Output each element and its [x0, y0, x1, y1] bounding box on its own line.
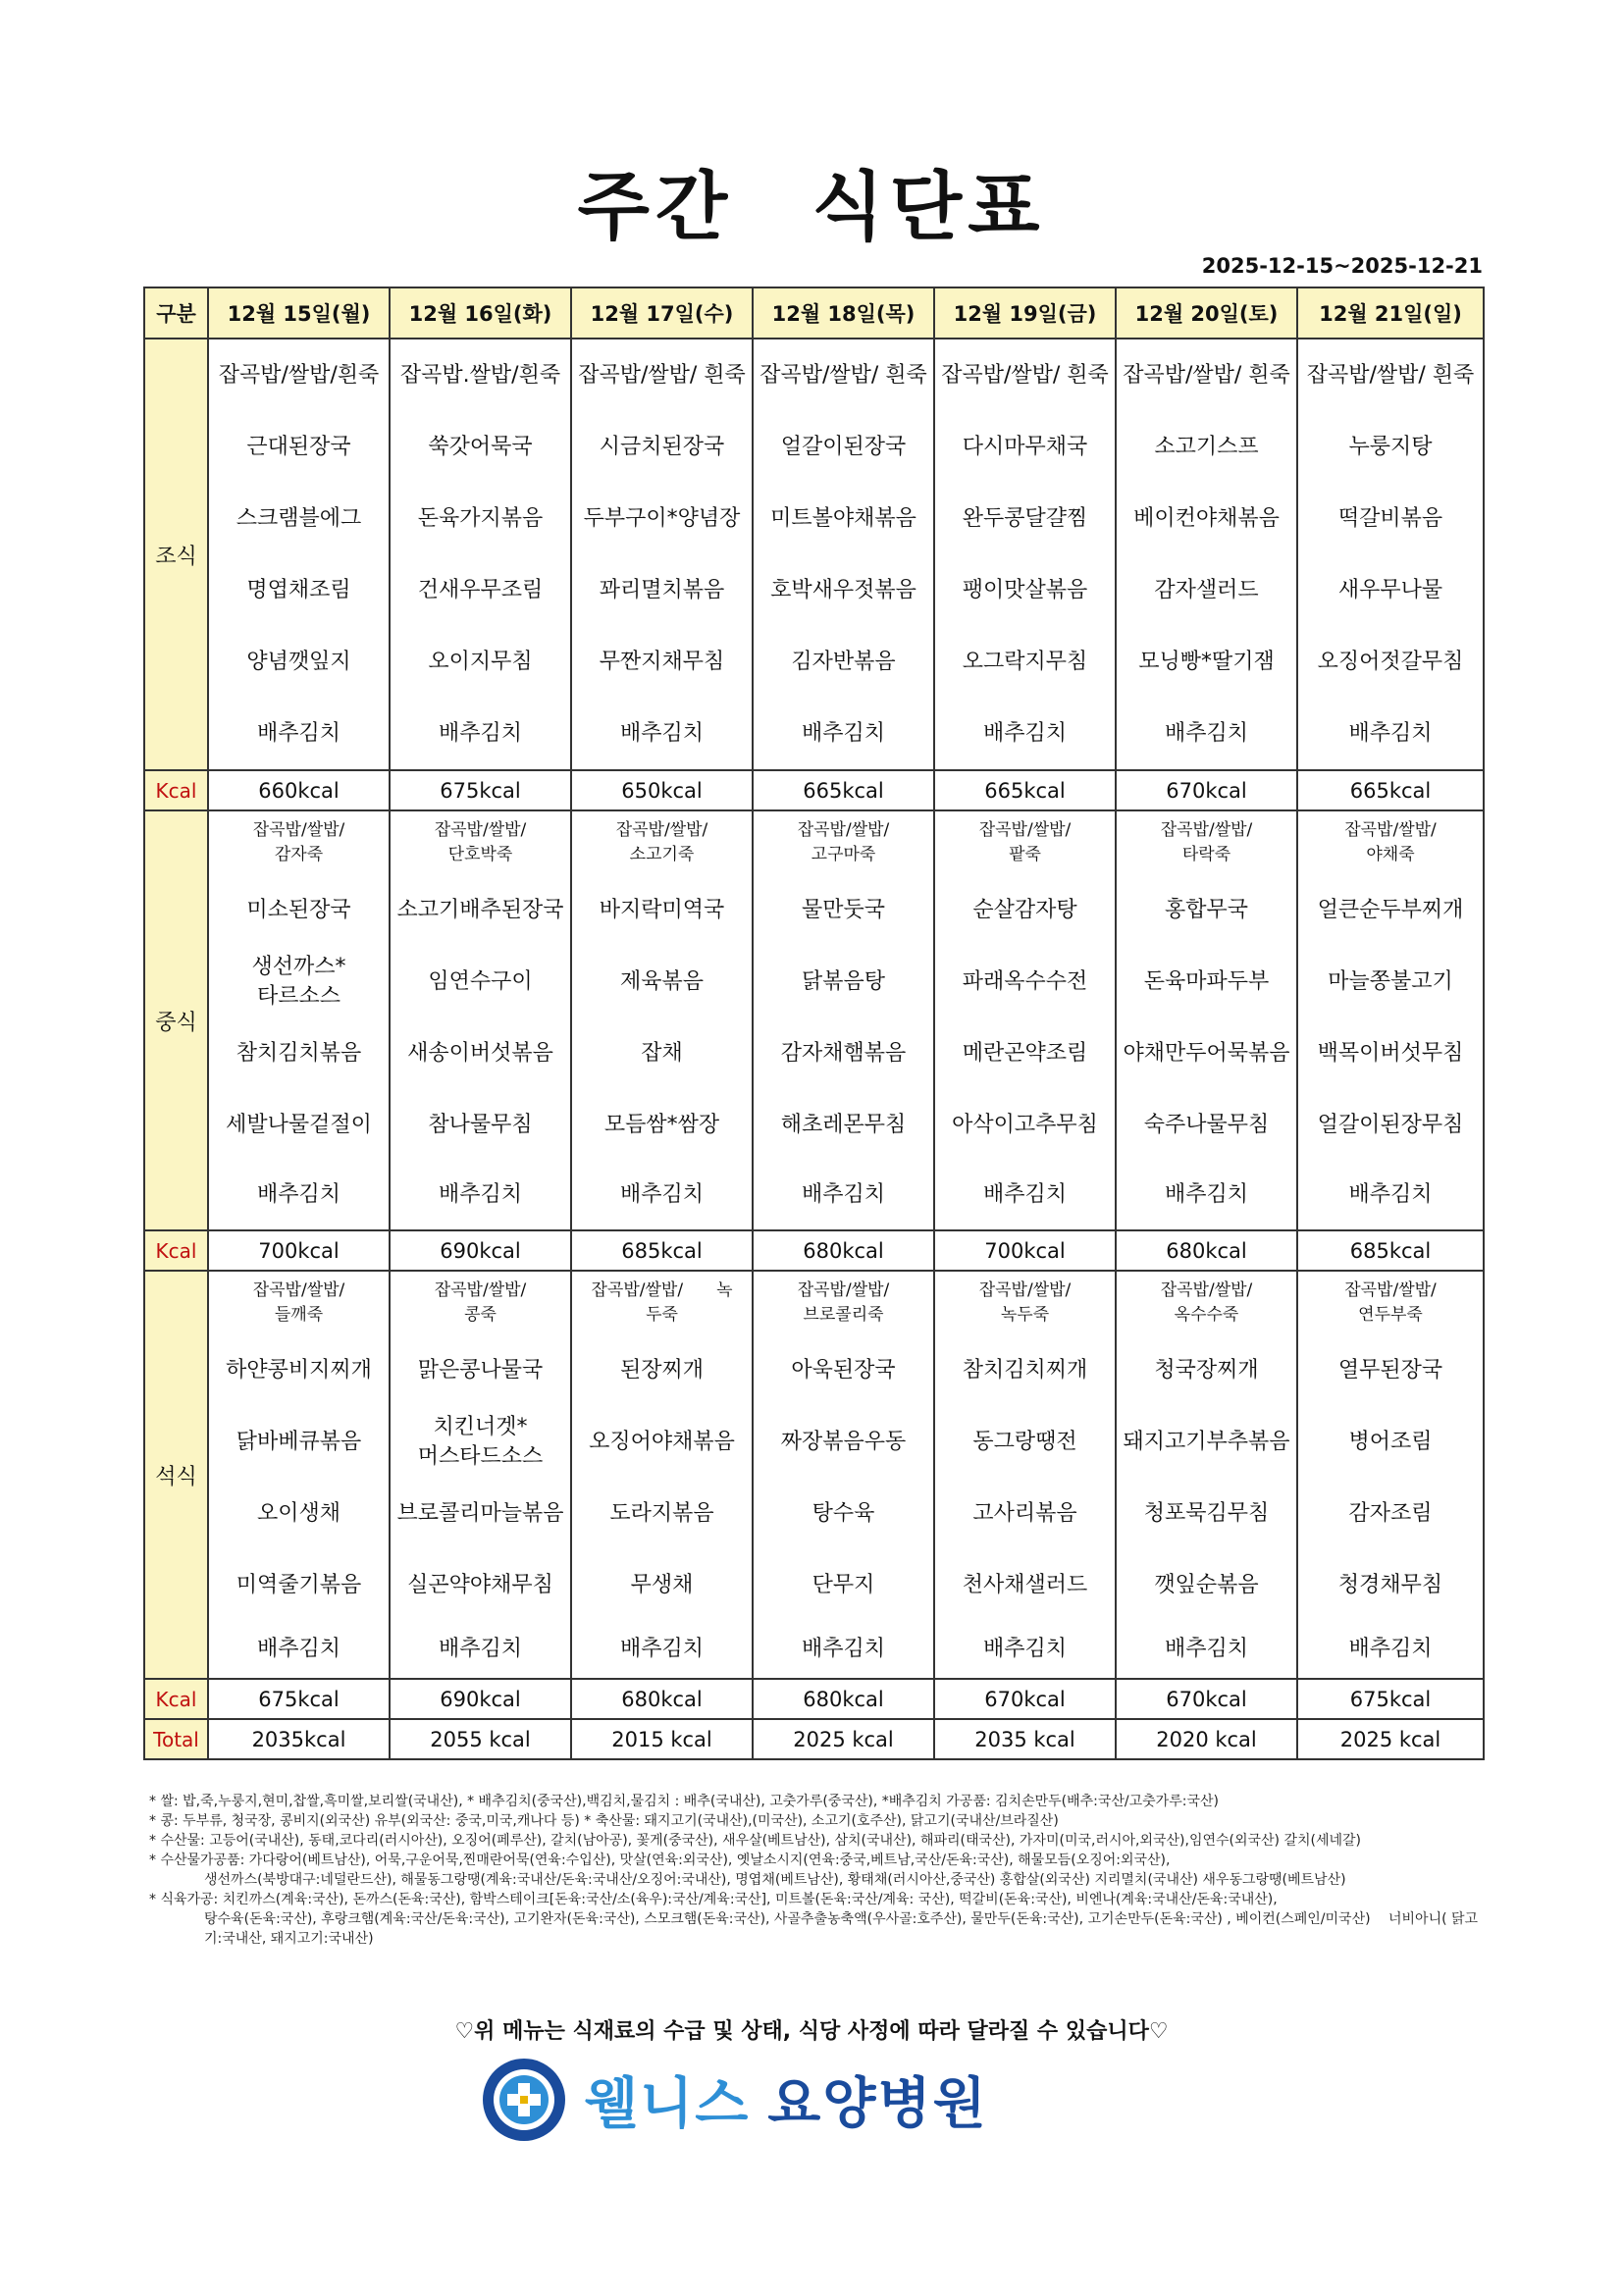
breakfast-dish: 다시마무채국 [962, 434, 1088, 459]
dinner_kcal-value: 670kcal [1116, 1679, 1297, 1719]
lunch-cell [1116, 810, 1297, 1230]
dinner-dish: 열무된장국 [1337, 1357, 1443, 1383]
breakfast-dish: 떡갈비볶음 [1337, 505, 1443, 531]
day-header: 12월 16일(화) [390, 287, 571, 339]
kcal-label: Kcal [144, 1230, 208, 1271]
dinner-dish [391, 1272, 570, 1334]
page-title [0, 147, 1623, 254]
lunch_kcal-value: 680kcal [1116, 1230, 1297, 1271]
lunch-dish: 배추김치 [982, 1182, 1067, 1207]
lunch-dish: 메란곤약조림 [962, 1040, 1088, 1066]
lunch_kcal-value: 700kcal [208, 1230, 390, 1271]
dinner-dish: 아욱된장국 [791, 1357, 896, 1383]
lunch-dish [1298, 811, 1483, 874]
dinner-dish: 배추김치 [982, 1637, 1067, 1661]
dinner-row [144, 1271, 1484, 1679]
dinner-dish: 단무지 [812, 1572, 875, 1597]
dinner-cell [753, 1271, 934, 1679]
lunch-dish-text: 잡곡밥/쌀밥/ 팥죽 [978, 820, 1072, 864]
lunch-cell [1297, 810, 1484, 1230]
dinner-dish: 배추김치 [1164, 1637, 1248, 1661]
hospital-emblem-icon [481, 2057, 567, 2143]
breakfast-cell [571, 339, 753, 770]
breakfast-dish: 시금치된장국 [599, 434, 725, 459]
breakfast-dish: 누룽지탕 [1348, 434, 1433, 459]
breakfast-dish: 배추김치 [256, 720, 340, 746]
breakfast_kcal-value: 665kcal [1297, 770, 1484, 810]
lunch-dish [1117, 811, 1296, 874]
total_kcal-value: 2025 kcal [753, 1719, 934, 1759]
lunch-dish: 파래옥수수전 [962, 968, 1088, 994]
lunch-dish: 참나물무침 [428, 1112, 533, 1137]
note-line: * 쌀: 밥,죽,누룽지,현미,찹쌀,흑미쌀,보리쌀(국내산), * 배추김치(중국산),백김치,물김치 : 배추(국내산), 고춧가루(중국산), *배추김치 가공품: 김치손만두(배추:국산/고춧가루:국산) [149, 1794, 1219, 1809]
lunch-dish: 해초레몬무침 [780, 1112, 907, 1137]
breakfast-dish: 감자샐러드 [1154, 577, 1259, 602]
dinner_kcal-value: 675kcal [208, 1679, 390, 1719]
lunch-dish [935, 811, 1115, 874]
lunch-dish [209, 811, 389, 874]
dinner-dish: 탕수육 [812, 1500, 875, 1526]
breakfast-dish: 베이컨야채볶음 [1133, 505, 1280, 531]
dinner-cell [390, 1271, 571, 1679]
lunch-dish: 얼갈이된장무침 [1317, 1112, 1464, 1137]
lunch-dish: 얼큰순두부찌개 [1317, 897, 1464, 922]
note-line: 탕수육(돈육:국산), 후랑크햄(계육:국산/돈육:국산), 고기완자(돈육:국산), 스모크햄(돈육:국산), 사골추출농축액(우사골:호주산), 물만두(돈육:국산), 고기손만두(돈육:국산) , 베이컨(스페인/미국산) 너비아니( 닭고기:국내산, 돼지고기:국내산) [204, 1911, 1479, 1947]
note-line: * 수산물가공품: 가다랑어(베트남산), 어묵,구운어묵,찐매란어묵(연육:수입산), 맛살(연육:외국산), 옛날소시지(연육:중국,베트남,국산/돈육:국산), 해물모듬(오징어:외국산), [149, 1852, 1171, 1868]
dinner-dish: 하얀콩비지찌개 [226, 1357, 372, 1383]
dinner-kcal-row [144, 1679, 1484, 1719]
lunch-cell [390, 810, 571, 1230]
lunch-dish: 모듬쌈*쌈장 [603, 1112, 720, 1137]
date-range: 2025-12-15~2025-12-21 [1201, 254, 1483, 278]
dinner-dish: 닭바베큐볶음 [236, 1429, 362, 1454]
dinner-dish-text: 잡곡밥/쌀밥/ 들깨죽 [252, 1280, 345, 1325]
logo-name-a: 웰니스 [585, 2072, 751, 2136]
breakfast-cell [753, 339, 934, 770]
lunch-cell [934, 810, 1116, 1230]
kcal-label: Kcal [144, 1679, 208, 1719]
header-row [144, 287, 1484, 339]
day-header: 12월 18일(목) [753, 287, 934, 339]
lunch-label: 중식 [144, 810, 208, 1230]
total_kcal-value: 2015 kcal [571, 1719, 753, 1759]
lunch-dish: 배추김치 [256, 1182, 340, 1207]
dinner-dish [935, 1272, 1115, 1334]
dinner-dish: 청포묵김무침 [1143, 1500, 1270, 1526]
dinner-dish: 배추김치 [438, 1637, 522, 1661]
dinner-dish: 무생채 [630, 1572, 694, 1597]
lunch-cell [753, 810, 934, 1230]
dinner-dish: 오이생채 [256, 1500, 340, 1526]
dinner-dish: 배추김치 [801, 1637, 885, 1661]
ingredient-origin-notes [149, 1792, 1484, 1949]
dinner_kcal-value: 670kcal [934, 1679, 1116, 1719]
breakfast-dish: 새우무나물 [1337, 577, 1443, 602]
breakfast-dish: 김자반볶음 [791, 649, 896, 674]
breakfast-dish: 잡곡밥/쌀밥/ 흰죽 [1123, 362, 1290, 388]
dinner-dish: 도라지볶음 [609, 1500, 714, 1526]
dinner-dish [391, 1406, 570, 1478]
dinner-dish: 고사리볶음 [972, 1500, 1077, 1526]
dinner-dish: 배추김치 [619, 1637, 704, 1661]
dinner-dish: 배추김치 [1348, 1637, 1433, 1661]
lunch-dish: 닭볶음탕 [801, 968, 885, 994]
lunch-dish [572, 811, 752, 874]
dinner-dish-text: 치킨너겟* 머스타드소스 [417, 1414, 544, 1469]
dinner-dish: 병어조림 [1348, 1429, 1433, 1454]
dinner-dish: 실곤약야채무침 [407, 1572, 553, 1597]
logo-name-b: 요양병원 [767, 2072, 988, 2136]
lunch-dish-text: 잡곡밥/쌀밥/ 소고기죽 [615, 820, 708, 864]
lunch-dish-text: 잡곡밥/쌀밥/ 고구마죽 [797, 820, 890, 864]
lunch-row [144, 810, 1484, 1230]
dinner-dish [572, 1272, 752, 1334]
breakfast-cell [390, 339, 571, 770]
lunch-dish: 배추김치 [619, 1182, 704, 1207]
dinner-dish: 청경채무침 [1337, 1572, 1443, 1597]
lunch-dish: 배추김치 [1348, 1182, 1433, 1207]
breakfast-dish: 배추김치 [438, 720, 522, 746]
dinner_kcal-value: 680kcal [753, 1679, 934, 1719]
title-word-1: 주간 [577, 163, 734, 250]
lunch-dish: 참치김치볶음 [236, 1040, 362, 1066]
breakfast-dish: 명엽채조림 [246, 577, 351, 602]
dinner-dish-text: 잡곡밥/쌀밥/ 콩죽 [434, 1280, 527, 1325]
breakfast-dish: 잡곡밥.쌀밥/흰죽 [399, 362, 561, 388]
lunch-dish: 잡채 [641, 1040, 683, 1066]
lunch-dish: 돈육마파두부 [1143, 968, 1270, 994]
weekly-menu-table [143, 287, 1485, 1760]
dinner-dish: 배추김치 [256, 1637, 340, 1661]
total_kcal-value: 2020 kcal [1116, 1719, 1297, 1759]
lunch-dish: 임연수구이 [428, 968, 533, 994]
footer-note: ♡위 메뉴는 식재료의 수급 및 상태, 식당 사정에 따라 달라질 수 있습니다♡ [454, 2019, 1169, 2044]
day-header: 12월 17일(수) [571, 287, 753, 339]
breakfast-dish: 근대된장국 [246, 434, 351, 459]
dinner_kcal-value: 680kcal [571, 1679, 753, 1719]
dinner_kcal-value: 675kcal [1297, 1679, 1484, 1719]
lunch-dish: 야채만두어묵볶음 [1123, 1040, 1290, 1066]
lunch-cell [208, 810, 390, 1230]
note-line: * 콩: 두부류, 청국장, 콩비지(외국산) 유부(외국산: 중국,미국,캐나다 등) * 축산물: 돼지고기(국내산),(미국산), 소고기(호주산), 닭고기(국내산/브라질산) [149, 1813, 1059, 1829]
breakfast-dish: 잡곡밥/쌀밥/흰죽 [218, 362, 380, 388]
breakfast-dish: 꽈리멸치볶음 [599, 577, 725, 602]
dinner-dish: 천사채샐러드 [962, 1572, 1088, 1597]
total-row [144, 1719, 1484, 1759]
lunch-dish: 배추김치 [801, 1182, 885, 1207]
total_kcal-value: 2025 kcal [1297, 1719, 1484, 1759]
breakfast-kcal-row [144, 770, 1484, 810]
lunch_kcal-value: 680kcal [753, 1230, 934, 1271]
dinner-dish-text: 잡곡밥/쌀밥/ 옥수수죽 [1160, 1280, 1253, 1325]
lunch-dish: 미소된장국 [246, 897, 351, 922]
lunch-dish: 제육볶음 [619, 968, 704, 994]
dinner-dish: 깻잎순볶음 [1154, 1572, 1259, 1597]
note-line: 생선까스(북방대구:네덜란드산), 해물동그랑땡(계육:국내산/돈육:국내산/오징어:국내산), 명엽채(베트남산), 황태채(러시아산,중국산) 홍합살(외국산) 지리멸치(국내산) 새우동그랑땡(베트남산) [204, 1872, 1346, 1888]
breakfast-dish: 오이지무침 [428, 649, 533, 674]
breakfast-dish: 배추김치 [982, 720, 1067, 746]
total_kcal-value: 2035kcal [208, 1719, 390, 1759]
breakfast-dish: 배추김치 [619, 720, 704, 746]
breakfast-row [144, 339, 1484, 770]
dinner-dish-text: 잡곡밥/쌀밥/ 연두부죽 [1344, 1280, 1437, 1325]
dinner-dish-text: 잡곡밥/쌀밥/ 브로콜리죽 [797, 1280, 890, 1325]
breakfast-cell [1297, 339, 1484, 770]
total-label: Total [144, 1719, 208, 1759]
dinner-cell [571, 1271, 753, 1679]
lunch-dish-text: 잡곡밥/쌀밥/ 감자죽 [252, 820, 345, 864]
lunch-dish: 바지락미역국 [599, 897, 725, 922]
breakfast-dish: 무짠지채무침 [599, 649, 725, 674]
day-header: 12월 15일(월) [208, 287, 390, 339]
breakfast-dish: 팽이맛살볶음 [962, 577, 1088, 602]
lunch-dish-text: 잡곡밥/쌀밥/ 야채죽 [1344, 820, 1437, 864]
breakfast-dish: 건새우무조림 [417, 577, 544, 602]
breakfast_kcal-value: 665kcal [934, 770, 1116, 810]
breakfast_kcal-value: 660kcal [208, 770, 390, 810]
lunch_kcal-value: 690kcal [390, 1230, 571, 1271]
dinner-cell [208, 1271, 390, 1679]
breakfast-dish: 오징어젓갈무침 [1317, 649, 1464, 674]
breakfast-cell [934, 339, 1116, 770]
dinner-dish [209, 1272, 389, 1334]
dinner-dish: 동그랑땡전 [972, 1429, 1077, 1454]
breakfast-dish: 잡곡밥/쌀밥/ 흰죽 [941, 362, 1109, 388]
lunch-dish-text: 잡곡밥/쌀밥/ 단호박죽 [434, 820, 527, 864]
breakfast-dish: 돈육가지볶음 [417, 505, 544, 531]
lunch-dish: 배추김치 [1164, 1182, 1248, 1207]
lunch-dish: 순살감자탕 [972, 897, 1077, 922]
dinner-cell [1116, 1271, 1297, 1679]
category-header: 구분 [144, 287, 208, 339]
dinner-dish [1117, 1272, 1296, 1334]
breakfast-dish: 모닝빵*딸기잼 [1138, 649, 1275, 674]
lunch-cell [571, 810, 753, 1230]
dinner-dish: 맑은콩나물국 [417, 1357, 544, 1383]
lunch_kcal-value: 700kcal [934, 1230, 1116, 1271]
title-word-2: 식단표 [812, 163, 1046, 250]
lunch_kcal-value: 685kcal [1297, 1230, 1484, 1271]
lunch-dish: 새송이버섯볶음 [407, 1040, 553, 1066]
lunch-dish-text: 생선까스* 타르소스 [251, 954, 346, 1009]
dinner-dish: 미역줄기볶음 [236, 1572, 362, 1597]
breakfast-dish: 두부구이*양념장 [583, 505, 741, 531]
breakfast-dish: 배추김치 [801, 720, 885, 746]
dinner-dish: 청국장찌개 [1154, 1357, 1259, 1383]
dinner-dish: 참치김치찌개 [962, 1357, 1088, 1383]
day-header: 12월 20일(토) [1116, 287, 1297, 339]
lunch-dish [209, 946, 389, 1018]
breakfast-cell [208, 339, 390, 770]
breakfast-dish: 잡곡밥/쌀밥/ 흰죽 [578, 362, 746, 388]
dinner-dish-text: 잡곡밥/쌀밥/ 녹 두죽 [591, 1280, 733, 1325]
lunch-dish: 마늘쫑불고기 [1328, 968, 1453, 994]
day-header: 12월 21일(일) [1297, 287, 1484, 339]
dinner-cell [934, 1271, 1116, 1679]
lunch-dish: 홍합무국 [1164, 897, 1248, 922]
dinner-dish: 된장찌개 [619, 1357, 704, 1383]
note-line: * 수산물: 고등어(국내산), 동태,코다리(러시아산), 오징어(페루산), 갈치(남아공), 꽃게(중국산), 새우살(베트남산), 삼치(국내산), 해파리(태국산), 가자미(미국,러시아,외국산),임연수(외국산) 갈치(세네갈) [149, 1833, 1362, 1849]
breakfast-dish: 잡곡밥/쌀밥/ 흰죽 [1306, 362, 1475, 388]
breakfast-dish: 잡곡밥/쌀밥/ 흰죽 [759, 362, 927, 388]
lunch-dish: 세발나물겉절이 [226, 1112, 372, 1137]
lunch-dish: 숙주나물무침 [1143, 1112, 1270, 1137]
lunch-dish [391, 811, 570, 874]
breakfast_kcal-value: 670kcal [1116, 770, 1297, 810]
breakfast-dish: 소고기스프 [1154, 434, 1259, 459]
dinner-dish: 감자조림 [1348, 1500, 1433, 1526]
lunch_kcal-value: 685kcal [571, 1230, 753, 1271]
breakfast-dish: 배추김치 [1164, 720, 1248, 746]
breakfast_kcal-value: 665kcal [753, 770, 934, 810]
dinner-dish: 돼지고기부추볶음 [1123, 1429, 1290, 1454]
breakfast-dish: 호박새우젓볶음 [770, 577, 916, 602]
lunch-dish: 소고기배추된장국 [396, 897, 564, 922]
dinner_kcal-value: 690kcal [390, 1679, 571, 1719]
breakfast-dish: 미트볼야채볶음 [770, 505, 916, 531]
breakfast-cell [1116, 339, 1297, 770]
breakfast_kcal-value: 650kcal [571, 770, 753, 810]
lunch-kcal-row [144, 1230, 1484, 1271]
lunch-dish [754, 811, 933, 874]
breakfast-dish: 양념깻잎지 [246, 649, 351, 674]
total_kcal-value: 2055 kcal [390, 1719, 571, 1759]
breakfast_kcal-value: 675kcal [390, 770, 571, 810]
day-header: 12월 19일(금) [934, 287, 1116, 339]
dinner-dish [754, 1272, 933, 1334]
dinner-cell [1297, 1271, 1484, 1679]
total_kcal-value: 2035 kcal [934, 1719, 1116, 1759]
dinner-label: 석식 [144, 1271, 208, 1679]
breakfast-dish: 오그락지무침 [962, 649, 1088, 674]
note-line: * 식육가공: 치킨까스(계육:국산), 돈까스(돈육:국산), 함박스테이크[돈육:국산/소(육우):국산/계육:국산], 미트볼(돈육:국산/계육: 국산), 떡갈비(돈육:국산), 비엔나(계육:국내산/돈육:국내산), [149, 1892, 1278, 1907]
lunch-dish: 감자채햄볶음 [780, 1040, 907, 1066]
lunch-dish-text: 잡곡밥/쌀밥/ 타락죽 [1160, 820, 1253, 864]
dinner-dish: 짜장볶음우동 [780, 1429, 907, 1454]
breakfast-dish: 완두콩달걀찜 [962, 505, 1088, 531]
breakfast-dish: 배추김치 [1348, 720, 1433, 746]
lunch-dish: 물만둣국 [801, 897, 885, 922]
dinner-dish [1298, 1272, 1483, 1334]
dinner-dish-text: 잡곡밥/쌀밥/ 녹두죽 [978, 1280, 1072, 1325]
breakfast-label: 조식 [144, 339, 208, 770]
breakfast-dish: 얼갈이된장국 [780, 434, 907, 459]
breakfast-dish: 쑥갓어묵국 [428, 434, 533, 459]
lunch-dish: 배추김치 [438, 1182, 522, 1207]
hospital-logo [481, 2056, 988, 2144]
dinner-dish: 브로콜리마늘볶음 [396, 1500, 564, 1526]
lunch-dish: 백목이버섯무침 [1317, 1040, 1464, 1066]
dinner-dish: 오징어야채볶음 [589, 1429, 735, 1454]
breakfast-dish: 스크램블에그 [236, 505, 362, 531]
kcal-label: Kcal [144, 770, 208, 810]
lunch-dish: 아삭이고추무침 [952, 1112, 1098, 1137]
